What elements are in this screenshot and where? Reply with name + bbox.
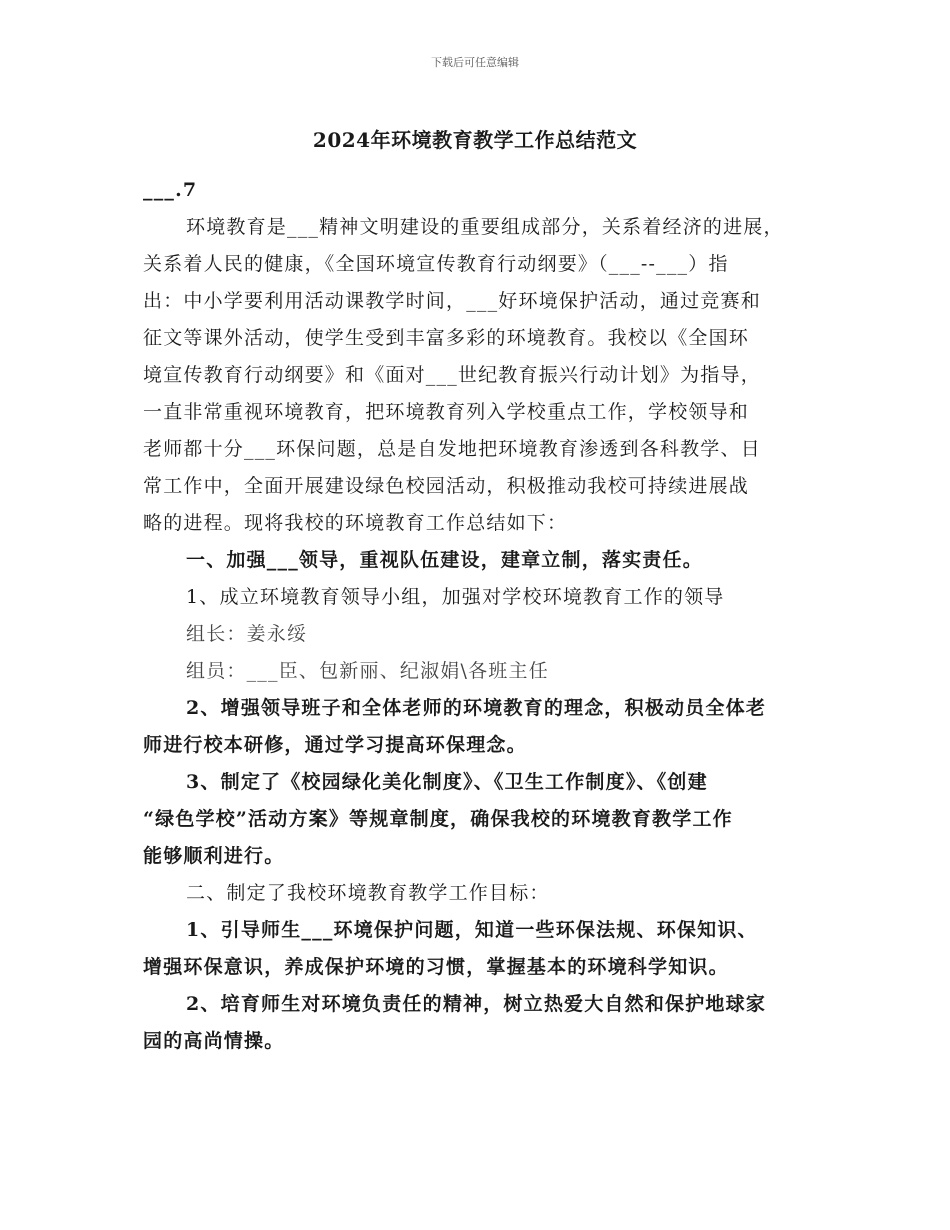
section-heading: 一、加强___领导，重视队伍建设，建章立制，落实责任。 xyxy=(186,549,703,571)
paragraph-line: 出：中小学要利用活动课教学时间，___好环境保护活动，通过竞赛和 xyxy=(143,290,761,312)
paragraph-line: 老师都十分___环保问题，总是自发地把环境教育渗透到各科教学、日 xyxy=(143,438,761,460)
list-item-continued: 增强环保意识，养成保护环境的习惯，掌握基本的环境科学知识。 xyxy=(143,956,729,978)
document-title: 2024年环境教育教学工作总结范文 xyxy=(312,128,638,152)
team-members: 组员：___臣、包新丽、纪淑娟\各班主任 xyxy=(186,660,549,682)
list-item-continued: 园的高尚情操。 xyxy=(143,1030,285,1052)
list-item: 1、成立环境教育领导小组，加强对学校环境教育工作的领导 xyxy=(186,586,725,608)
paragraph-line: 境宣传教育行动纲要》和《面对___世纪教育振兴行动计划》为指导， xyxy=(143,364,761,386)
list-item-continued: “绿色学校”活动方案》等规章制度，确保我校的环境教育教学工作 xyxy=(143,808,733,830)
paragraph-line: 常工作中，全面开展建设绿色校园活动，积极推动我校可持续进展战 xyxy=(143,475,750,497)
paragraph-line: 环境教育是___精神文明建设的重要组成部分，关系着经济的进展， xyxy=(186,216,784,238)
paragraph-line: 略的进程。现将我校的环境教育工作总结如下： xyxy=(143,512,568,534)
team-leader: 组长：姜永绥 xyxy=(186,623,308,645)
list-item: 3、制定了《校园绿化美化制度》、《卫生工作制度》、《创建 xyxy=(186,771,708,793)
list-item-continued: 师进行校本研修，通过学习提高环保理念。 xyxy=(143,734,527,756)
list-item-continued: 能够顺利进行。 xyxy=(143,845,285,867)
document-body xyxy=(143,172,815,1060)
list-item: 2、培育师生对环境负责任的精神，树立热爱大自然和保护地球家 xyxy=(186,993,767,1015)
list-item: 2、增强领导班子和全体老师的环境教育的理念，积极动员全体老 xyxy=(186,697,767,719)
section-heading: 二、制定了我校环境教育教学工作目标： xyxy=(186,882,550,904)
paragraph-line: 一直非常重视环境教育，把环境教育列入学校重点工作，学校领导和 xyxy=(143,401,750,423)
date-line: ___.7 xyxy=(143,179,198,201)
paragraph-line: 征文等课外活动，使学生受到丰富多彩的环境教育。我校以《全国环 xyxy=(143,327,750,349)
page-header-note: 下载后可任意编辑 xyxy=(431,56,519,69)
list-item: 1、引导师生___环境保护问题，知道一些环保法规、环保知识、 xyxy=(186,919,758,941)
paragraph-line: 关系着人民的健康，《全国环境宣传教育行动纲要》（___--___）指 xyxy=(143,253,729,275)
